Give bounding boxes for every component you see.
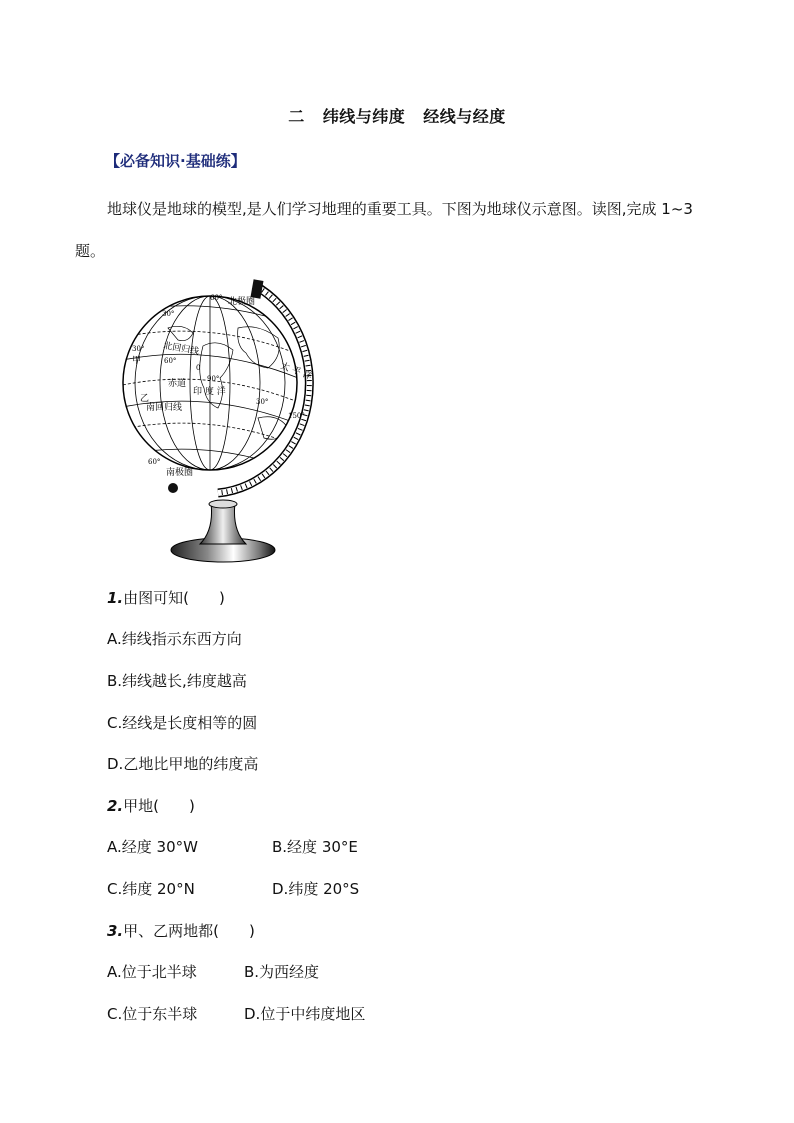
- question-3: [107, 920, 255, 941]
- label-jia: 甲: [132, 356, 142, 366]
- title-part-longitude: 经线与经度: [423, 107, 506, 126]
- question-1-number: 1.: [107, 589, 124, 607]
- label-30w: 30°: [132, 345, 145, 353]
- question-2-option-a[interactable]: A.经度 30°W: [107, 838, 198, 856]
- label-equator: 赤道: [168, 379, 187, 389]
- label-antarctic-circle: 南极圈: [166, 468, 194, 478]
- label-yi: 乙: [140, 394, 150, 404]
- question-3-option-b[interactable]: B.为西经度: [244, 963, 320, 981]
- section-label: 【必备知识·基础练】: [105, 152, 246, 170]
- globe-figure: [108, 268, 338, 568]
- question-2-option-d[interactable]: D.纬度 20°S: [272, 880, 360, 898]
- label-tropic-cancer: 北回归线: [162, 341, 200, 358]
- question-3-option-a[interactable]: A.位于北半球: [107, 963, 197, 981]
- label-tropic-capricorn: 南回归线: [146, 403, 183, 413]
- question-1-option-d[interactable]: D.乙地比甲地的纬度高: [107, 755, 259, 773]
- label-60s: 60°: [148, 458, 161, 466]
- label-150: 150°: [288, 412, 305, 420]
- label-30s: 30°: [256, 398, 269, 406]
- intro-paragraph: 地球仪是地球的模型,是人们学习地理的重要工具。下图为地球仪示意图。读图,完成 1~3 题。: [75, 200, 693, 260]
- label-0: 0: [196, 364, 201, 372]
- label-60n: 60°: [210, 294, 223, 302]
- globe-stem: [200, 503, 246, 544]
- label-indian-ocean: 印 度 洋: [193, 387, 226, 397]
- label-pacific-ocean: 太 平 洋: [278, 361, 314, 383]
- question-2: [107, 795, 195, 816]
- question-2-option-c[interactable]: C.纬度 20°N: [107, 880, 195, 898]
- label-90: 90°: [207, 375, 220, 383]
- question-2-stem: 甲地( ): [123, 797, 195, 815]
- question-2-option-b[interactable]: B.经度 30°E: [272, 838, 358, 856]
- question-1: [107, 587, 225, 608]
- label-30n: 30°: [162, 310, 175, 318]
- question-1-option-b[interactable]: B.纬线越长,纬度越高: [107, 672, 247, 690]
- label-arctic-circle: 北极圈: [228, 297, 256, 307]
- title-part-latitude: 纬线与纬度: [322, 107, 406, 126]
- question-1-option-c[interactable]: C.经线是长度相等的圆: [107, 714, 258, 732]
- question-3-option-c[interactable]: C.位于东半球: [107, 1005, 198, 1023]
- question-2-number: 2.: [107, 797, 124, 815]
- title-part-number: 二: [288, 107, 305, 126]
- question-1-stem: 由图可知( ): [123, 589, 225, 607]
- question-3-number: 3.: [107, 922, 124, 940]
- label-60w: 60°: [164, 357, 177, 365]
- question-1-option-a[interactable]: A.纬线指示东西方向: [107, 630, 242, 648]
- page-title: [0, 104, 794, 127]
- question-3-option-d[interactable]: D.位于中纬度地区: [244, 1005, 366, 1023]
- question-3-stem: 甲、乙两地都( ): [123, 922, 255, 940]
